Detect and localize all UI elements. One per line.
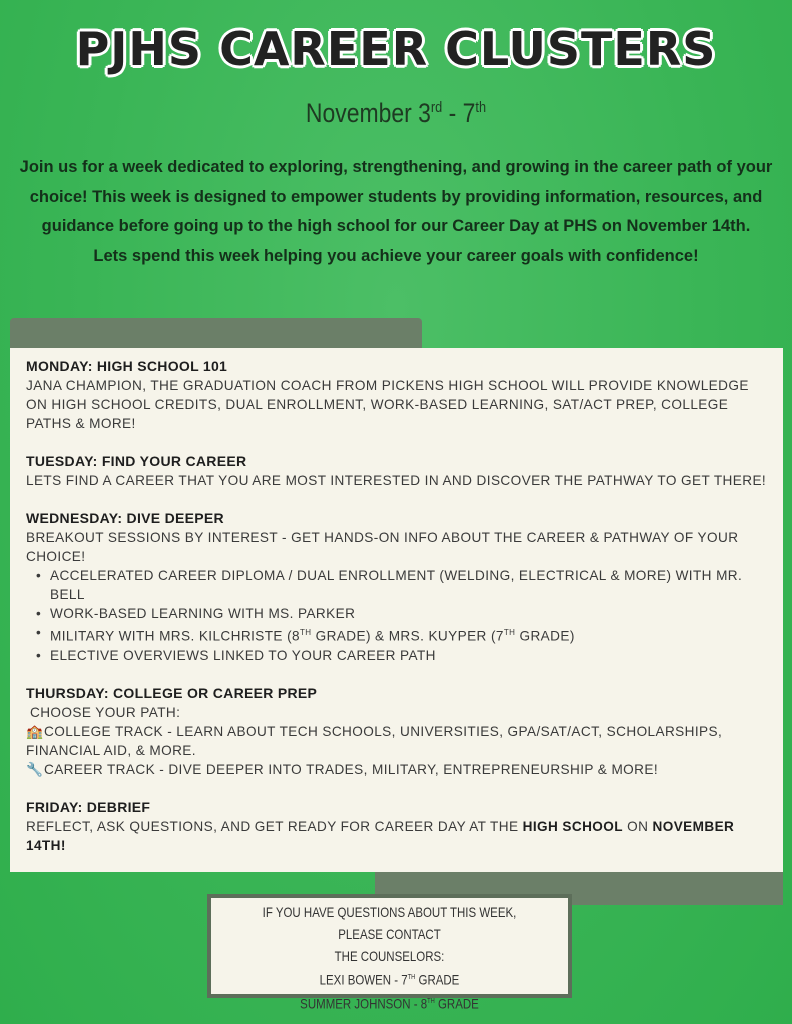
friday-section xyxy=(26,798,767,855)
monday-section xyxy=(26,357,767,433)
thursday-section xyxy=(26,684,767,779)
list-text: GRADE) xyxy=(515,628,575,644)
date-suffix: th xyxy=(475,99,487,116)
wednesday-heading: WEDNESDAY: DIVE DEEPER xyxy=(26,510,224,526)
list-item xyxy=(26,623,767,646)
date-suffix: rd xyxy=(430,99,443,116)
wednesday-section xyxy=(26,509,767,665)
friday-text-part: ON xyxy=(622,818,653,834)
thursday-choose: CHOOSE YOUR PATH: xyxy=(30,704,181,720)
superscript: TH xyxy=(299,628,312,637)
thursday-heading: THURSDAY: COLLEGE OR CAREER PREP xyxy=(26,684,318,701)
contact-line: THE COUNSELORS: xyxy=(334,948,445,964)
list-item: • ELECTIVE OVERVIEWS LINKED TO YOUR CAREER PATH xyxy=(26,646,767,665)
superscript: TH xyxy=(503,628,516,637)
date-start: November 3 xyxy=(305,98,431,128)
friday-bold: HIGH SCHOOL xyxy=(522,818,623,834)
intro-tagline: Lets spend this week helping you achieve your career goals with confidence! xyxy=(93,246,699,265)
list-item: • WORK-BASED LEARNING WITH MS. PARKER xyxy=(26,604,767,623)
tuesday-text: LETS FIND A CAREER THAT YOU ARE MOST INTERESTED IN AND DISCOVER THE PATHWAY TO GET THERE! xyxy=(26,473,767,488)
tuesday-heading: TUESDAY: FIND YOUR CAREER xyxy=(26,453,247,469)
list-text: MILITARY WITH MRS. KILCHRISTE (8 xyxy=(50,628,300,644)
schedule-card xyxy=(10,348,783,872)
college-track xyxy=(26,722,767,760)
wrench-icon: 🔧 xyxy=(26,761,44,777)
counselor-7th xyxy=(243,967,536,991)
date-end: - 7 xyxy=(442,98,476,128)
wednesday-text: BREAKOUT SESSIONS BY INTEREST - GET HANDS-ON INFO ABOUT THE CAREER & PATHWAY OF YOUR CHOICE! xyxy=(26,530,739,564)
counselor-grade: GRADE xyxy=(415,971,460,988)
friday-text-part: REFLECT, ASK QUESTIONS, AND GET READY FOR CAREER DAY AT THE xyxy=(26,818,523,834)
card-tab-decoration xyxy=(10,318,422,350)
contact-line: IF YOU HAVE QUESTIONS ABOUT THIS WEEK, PLEASE CONTACT xyxy=(262,904,517,942)
school-icon: 🏫 xyxy=(26,723,44,739)
superscript: TH xyxy=(407,974,416,981)
event-dates xyxy=(59,98,732,129)
list-text: GRADE) & MRS. KUYPER (7 xyxy=(311,628,504,644)
page-title: PJHS CAREER CLUSTERS xyxy=(75,22,717,76)
career-track xyxy=(26,760,767,779)
career-track-text: CAREER TRACK - DIVE DEEPER INTO TRADES, MILITARY, ENTREPRENEURSHIP & MORE! xyxy=(44,761,659,777)
superscript: TH xyxy=(427,997,435,1005)
friday-bold: NOVEMBER 14TH! xyxy=(26,818,735,853)
friday-text xyxy=(26,817,767,855)
college-track-text: COLLEGE TRACK - LEARN ABOUT TECH SCHOOLS, UNIVERSITIES, GPA/SAT/ACT, SCHOLARSHIPS, FINANCIAL AID, & MORE. xyxy=(26,723,723,758)
monday-text: JANA CHAMPION, THE GRADUATION COACH FROM PICKENS HIGH SCHOOL WILL PROVIDE KNOWLEDGE ON HIGH SCHOOL CREDITS, DUAL ENROLLMENT, WORK-BASED LEARNING, SAT/ACT PREP, COLLEGE PATHS & MORE! xyxy=(26,378,749,431)
intro-paragraph: Join us for a week dedicated to exploring, strengthening, and growing in the career path of your choice! This week is designed to empower students by providing information, resources, and guidance before going up to the high school for our Career Day at PHS on November 14th. xyxy=(19,158,773,235)
contact-box xyxy=(207,894,572,1012)
monday-heading: MONDAY: HIGH SCHOOL 101 xyxy=(26,358,228,374)
tuesday-section xyxy=(26,452,767,490)
list-item: • ACCELERATED CAREER DIPLOMA / DUAL ENROLLMENT (WELDING, ELECTRICAL & MORE) WITH MR. BELL xyxy=(26,566,767,604)
counselor-name: LEXI BOWEN - 7 xyxy=(319,971,408,988)
counselor-name: SUMMER JOHNSON - 8 xyxy=(300,995,428,1012)
counselor-grade: GRADE xyxy=(434,995,479,1012)
wednesday-list xyxy=(26,566,767,665)
counselor-8th xyxy=(243,991,536,1015)
intro xyxy=(14,153,778,271)
friday-heading: FRIDAY: DEBRIEF xyxy=(26,798,151,815)
